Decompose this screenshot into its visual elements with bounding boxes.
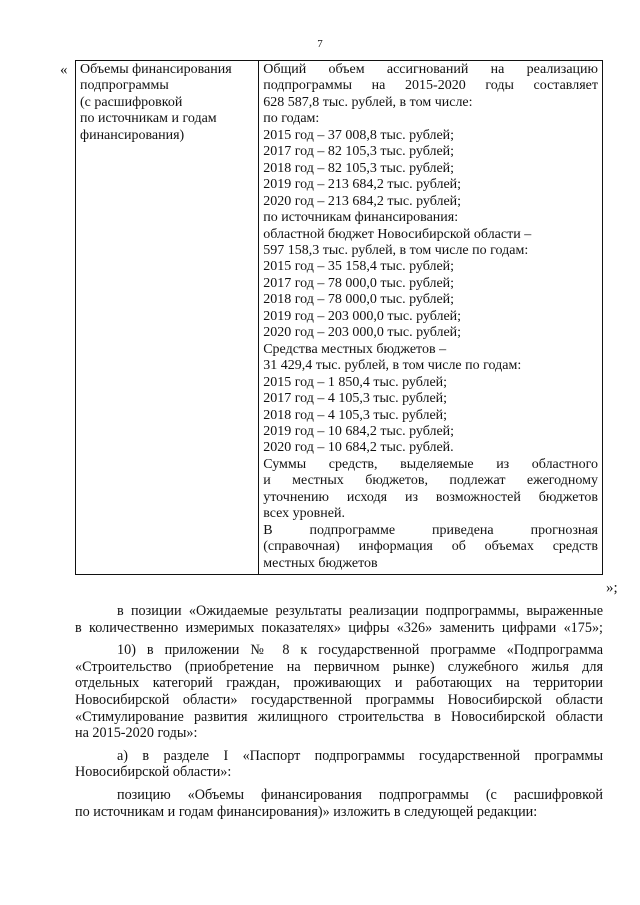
- financing-line: всех уровней.: [263, 506, 345, 522]
- paragraph-line: а) в разделе I «Паспорт подпрограммы государственной программы: [117, 747, 603, 764]
- financing-line: подпрограммы на 2015-2020 годы составляет: [263, 78, 598, 94]
- financing-line: 2020 год – 213 684,2 тыс. рублей;: [263, 193, 462, 209]
- position-name-cell: [76, 61, 259, 575]
- paragraph-line: отдельных категорий граждан, проживающих и работающих на территории: [75, 675, 603, 692]
- closing-quote-mark: »;: [606, 580, 618, 596]
- paragraph-line: «Стимулирование развития жилищного строительства в Новосибирской области: [75, 708, 603, 725]
- paragraph-line: в количественно измеримых показателях» цифры «326» заменить цифрами «175»;: [75, 619, 603, 636]
- financing-line: 2015 год – 35 158,4 тыс. рублей;: [263, 259, 455, 275]
- paragraph-line: позицию «Объемы финансирования подпрограммы (с расшифровкой: [117, 786, 603, 803]
- financing-line: 2015 год – 1 850,4 тыс. рублей;: [263, 374, 448, 390]
- paragraph-line: «Строительство (приобретение на первичном рынке) служебного жилья для: [75, 658, 603, 675]
- paragraph-section-1: [75, 748, 603, 781]
- paragraph-line: 10) в приложении № 8 к государственной программе «Подпрограмма: [117, 642, 603, 659]
- financing-line: и местных бюджетов, подлежат ежегодному: [263, 473, 598, 489]
- financing-line: 2018 год – 78 000,0 тыс. рублей;: [263, 292, 455, 308]
- left-cell-line: (с расшифровкой: [80, 94, 183, 110]
- financing-line: Средства местных бюджетов –: [263, 341, 447, 357]
- table-row: [76, 61, 603, 575]
- paragraph-line: на 2015-2020 годы»:: [75, 725, 198, 742]
- paragraph-line: в позиции «Ожидаемые результаты реализации подпрограммы, выраженные: [117, 603, 603, 619]
- left-cell-line: подпрограммы: [80, 78, 169, 94]
- financing-line: 628 587,8 тыс. рублей, в том числе:: [263, 94, 473, 110]
- financing-line: 2019 год – 213 684,2 тыс. рублей;: [263, 177, 462, 193]
- paragraph-line: Новосибирской области» государственной программы Новосибирской области: [75, 691, 603, 708]
- financing-line: 31 429,4 тыс. рублей, в том числе по годам:: [263, 358, 522, 374]
- financing-line: (справочная) информация об объемах средств: [263, 539, 598, 555]
- financing-line: по годам:: [263, 111, 320, 127]
- financing-line: 2017 год – 4 105,3 тыс. рублей;: [263, 391, 448, 407]
- financing-line: 2018 год – 4 105,3 тыс. рублей;: [263, 407, 448, 423]
- financing-line: по источникам финансирования:: [263, 210, 459, 226]
- financing-line: 597 158,3 тыс. рублей, в том числе по годам:: [263, 242, 529, 258]
- financing-line: 2015 год – 37 008,8 тыс. рублей;: [263, 127, 455, 143]
- financing-line: 2020 год – 10 684,2 тыс. рублей.: [263, 440, 454, 456]
- financing-line: местных бюджетов: [263, 555, 378, 571]
- paragraph-financing-position: [75, 787, 603, 820]
- financing-line: уточнению исходя из возможностей бюджетов: [263, 489, 598, 505]
- financing-line: В подпрограмме приведена прогнозная: [263, 522, 598, 538]
- financing-line: Суммы средств, выделяемые из областного: [263, 456, 598, 472]
- paragraph-line: по источникам и годам финансирования)» изложить в следующей редакции:: [75, 803, 538, 820]
- financing-details-cell: [259, 61, 603, 575]
- financing-line: 2019 год – 10 684,2 тыс. рублей;: [263, 423, 455, 439]
- left-cell-line: по источникам и годам: [80, 111, 217, 127]
- left-cell-line: Объемы финансирования: [80, 62, 232, 77]
- financing-passport-table: [75, 60, 603, 575]
- financing-line: 2017 год – 82 105,3 тыс. рублей;: [263, 144, 455, 160]
- financing-line: 2018 год – 82 105,3 тыс. рублей;: [263, 160, 455, 176]
- paragraph-expected-results: [75, 603, 603, 636]
- left-cell-line: финансирования): [80, 127, 185, 143]
- financing-line: Общий объем ассигнований на реализацию: [263, 62, 598, 77]
- financing-line: областной бюджет Новосибирской области –: [263, 226, 532, 242]
- opening-quote-mark: «: [60, 62, 68, 78]
- financing-line: 2020 год – 203 000,0 тыс. рублей;: [263, 325, 462, 341]
- document-body: [75, 603, 603, 826]
- page-number: 7: [317, 38, 323, 50]
- paragraph-line: Новосибирской области»:: [75, 764, 232, 781]
- financing-line: 2019 год – 203 000,0 тыс. рублей;: [263, 308, 462, 324]
- paragraph-appendix-8: [75, 642, 603, 742]
- financing-line: 2017 год – 78 000,0 тыс. рублей;: [263, 275, 455, 291]
